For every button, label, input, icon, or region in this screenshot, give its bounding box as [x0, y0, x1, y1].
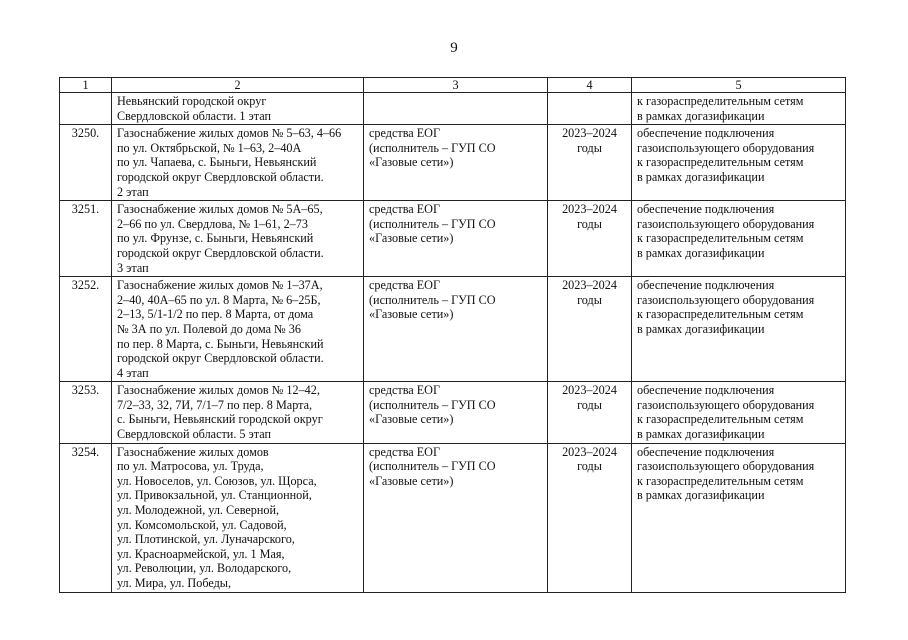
column-header: 4 — [548, 78, 632, 93]
object-name: Газоснабжение жилых домов № 12–42, 7/2–33, 32, 7И, 7/1–7 по пер. 8 Марта, с. Быньги, Невьянский городской округ Свердловской области. 5 этап — [112, 382, 364, 443]
funding-source: средства ЕОГ (исполнитель – ГУП СО «Газовые сети») — [364, 201, 548, 277]
column-header: 3 — [364, 78, 548, 93]
object-name: Газоснабжение жилых домов по ул. Матросова, ул. Труда, ул. Новоселов, ул. Союзов, ул. Щорса, ул. Привокзальной, ул. Станционной, ул. Молодежной, ул. Северной, ул. Комсомольской, ул. Садовой, ул. Плотинской, ул. Луначарского, ул. Красноармейской, ул. 1 Мая, ул. Революции, ул. Володарского, ул. Мира, ул. Победы, — [112, 443, 364, 592]
purpose: обеспечение подключения газоиспользующего оборудования к газораспределительным сетям в рамках догазификации — [632, 277, 846, 382]
funding-source — [364, 93, 548, 125]
object-name: Газоснабжение жилых домов № 5–63, 4–66 по ул. Октябрьской, № 1–63, 2–40А по ул. Чапаева, с. Быньги, Невьянский городской округ Свердловской области. 2 этап — [112, 125, 364, 201]
purpose: к газораспределительным сетям в рамках догазификации — [632, 93, 846, 125]
program-table — [59, 77, 846, 593]
funding-source: средства ЕОГ (исполнитель – ГУП СО «Газовые сети») — [364, 125, 548, 201]
funding-source: средства ЕОГ (исполнитель – ГУП СО «Газовые сети») — [364, 277, 548, 382]
funding-source: средства ЕОГ (исполнитель – ГУП СО «Газовые сети») — [364, 382, 548, 443]
column-header: 2 — [112, 78, 364, 93]
object-name: Невьянский городской округ Свердловской области. 1 этап — [112, 93, 364, 125]
period: 2023–2024 годы — [548, 201, 632, 277]
row-number: 3254. — [60, 443, 112, 592]
period: 2023–2024 годы — [548, 443, 632, 592]
row-number: 3250. — [60, 125, 112, 201]
purpose: обеспечение подключения газоиспользующего оборудования к газораспределительным сетям в рамках догазификации — [632, 443, 846, 592]
period: 2023–2024 годы — [548, 125, 632, 201]
purpose: обеспечение подключения газоиспользующего оборудования к газораспределительным сетям в рамках догазификации — [632, 201, 846, 277]
table-row — [60, 277, 846, 382]
page-number: 9 — [450, 40, 458, 56]
purpose: обеспечение подключения газоиспользующего оборудования к газораспределительным сетям в рамках догазификации — [632, 382, 846, 443]
funding-source: средства ЕОГ (исполнитель – ГУП СО «Газовые сети») — [364, 443, 548, 592]
period — [548, 93, 632, 125]
row-number: 3252. — [60, 277, 112, 382]
purpose: обеспечение подключения газоиспользующего оборудования к газораспределительным сетям в рамках догазификации — [632, 125, 846, 201]
table-row — [60, 201, 846, 277]
column-header: 5 — [632, 78, 846, 93]
period: 2023–2024 годы — [548, 277, 632, 382]
table-header-row — [60, 78, 846, 93]
table-row — [60, 93, 846, 125]
table-row — [60, 382, 846, 443]
column-header: 1 — [60, 78, 112, 93]
table-row — [60, 125, 846, 201]
row-number — [60, 93, 112, 125]
period: 2023–2024 годы — [548, 382, 632, 443]
object-name: Газоснабжение жилых домов № 5А–65, 2–66 по ул. Свердлова, № 1–61, 2–73 по ул. Фрунзе, с. Быньги, Невьянский городской округ Свердловской области. 3 этап — [112, 201, 364, 277]
table-row — [60, 443, 846, 592]
row-number: 3251. — [60, 201, 112, 277]
row-number: 3253. — [60, 382, 112, 443]
object-name: Газоснабжение жилых домов № 1–37А, 2–40, 40А–65 по ул. 8 Марта, № 6–25Б, 2–13, 5/1-1/2 по пер. 8 Марта, от дома № 3А по ул. Полевой до дома № 36 по пер. 8 Марта, с. Быньги, Невьянский городской округ Свердловской области. 4 этап — [112, 277, 364, 382]
